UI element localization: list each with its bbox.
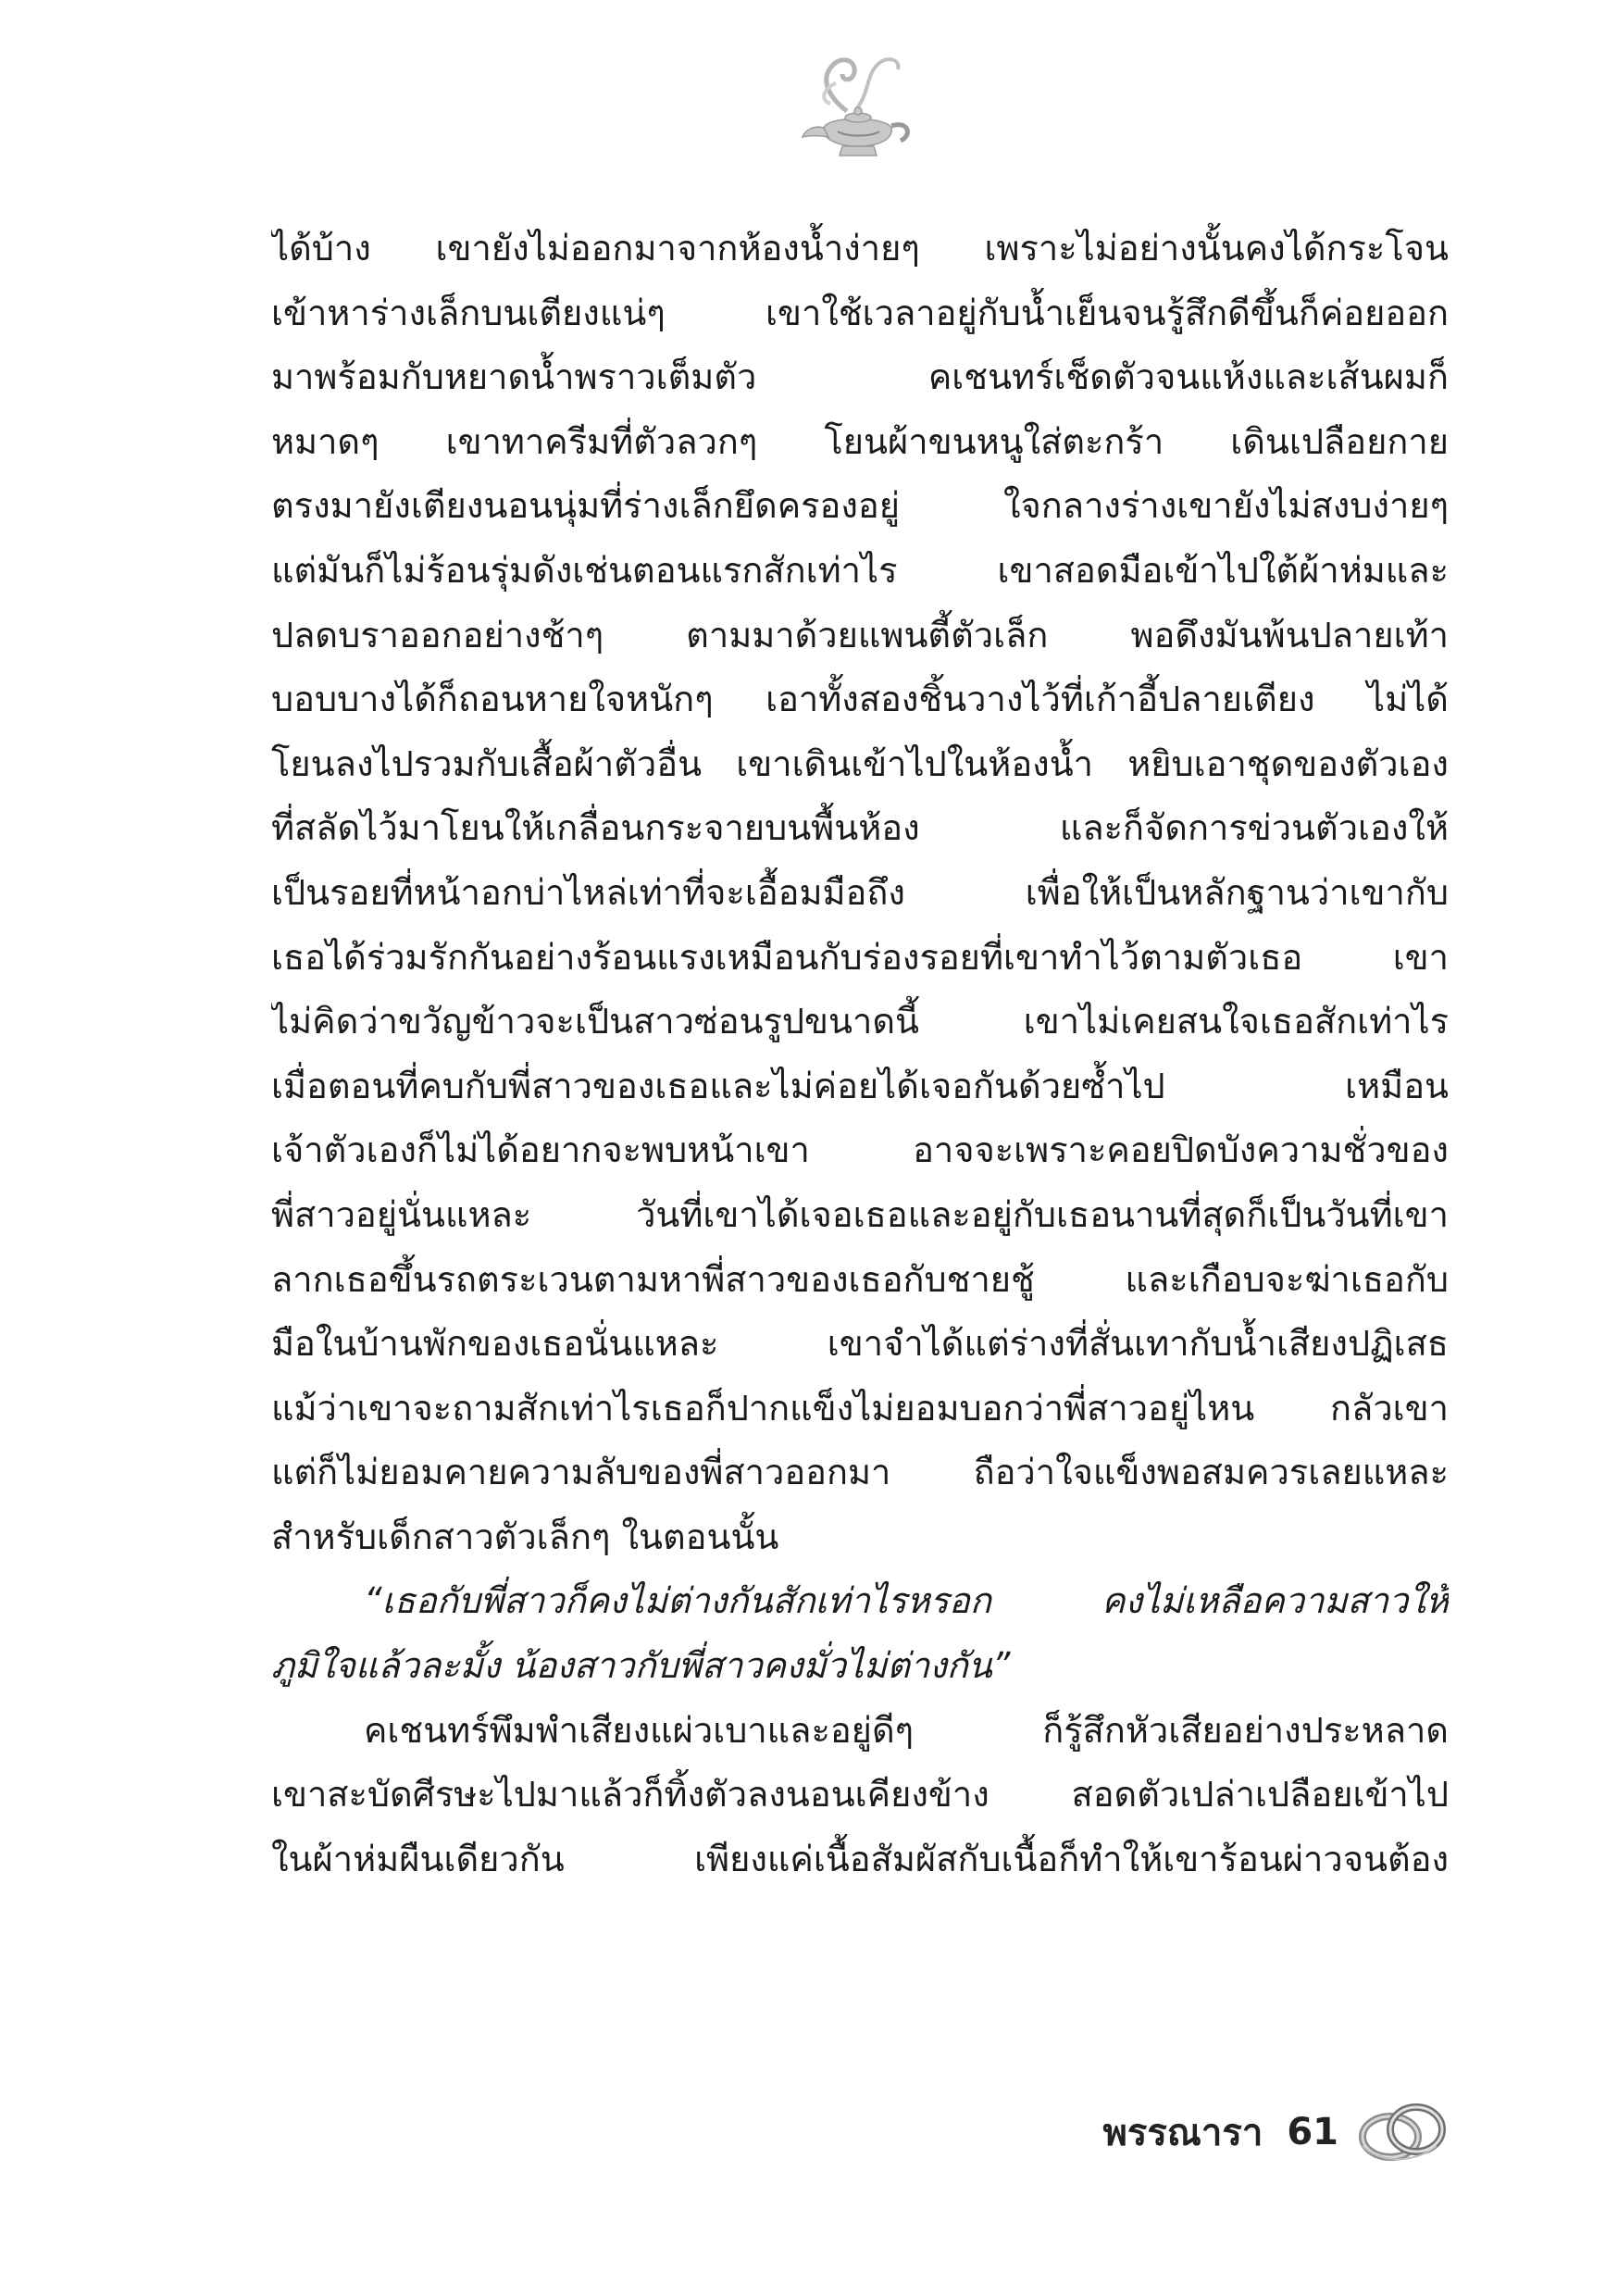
quote-paragraph <box>271 1569 1449 1698</box>
page-footer <box>1102 2090 1453 2174</box>
quote-line: ภูมิใจแล้วละมั้ง น้องสาวกับพี่สาวคงมั่วไม่ต่างกัน” <box>271 1645 1011 1687</box>
text-line: บอบบางได้ก็ถอนหายใจหนักๆ เอาทั้งสองชิ้นวางไว้ที่เก้าอี้ปลายเตียง ไม่ได้ <box>271 679 1449 720</box>
page-number: 61 <box>1287 2111 1338 2153</box>
text-line: พี่สาวอยู่นั่นแหละ วันที่เขาได้เจอเธอและอยู่กับเธอนานที่สุดก็เป็นวันที่เขา <box>271 1193 1449 1235</box>
text-line: ในผ้าห่มผืนเดียวกัน เพียงแค่เนื้อสัมผัสกับเนื้อก็ทำให้เขาร้อนผ่าวจนต้อง <box>271 1838 1449 1879</box>
text-line: ตรงมายังเตียงนอนนุ่มที่ร่างเล็กยึดครองอยู่ ใจกลางร่างเขายังไม่สงบง่ายๆ <box>271 485 1449 527</box>
text-line: เจ้าตัวเองก็ไม่ได้อยากจะพบหน้าเขา อาจจะเพราะคอยปิดบังความชั่วของ <box>271 1129 1449 1171</box>
text-line: สำหรับเด็กสาวตัวเล็กๆ ในตอนนั้น <box>271 1516 779 1557</box>
text-line: แต่มันก็ไม่ร้อนรุ่มดังเช่นตอนแรกสักเท่าไร เขาสอดมือเข้าไปใต้ผ้าห่มและ <box>271 549 1449 591</box>
text-line: เมื่อตอนที่คบกับพี่สาวของเธอและไม่ค่อยได้เจอกันด้วยซ้ำไป เหมือน <box>271 1065 1449 1106</box>
text-line: เข้าหาร่างเล็กบนเตียงแน่ๆ เขาใช้เวลาอยู่กับน้ำเย็นจนรู้สึกดีขึ้นก็ค่อยออก <box>271 292 1449 333</box>
paragraph <box>271 1699 1449 1892</box>
text-line: ได้บ้าง เขายังไม่ออกมาจากห้องน้ำง่ายๆ เพราะไม่อย่างนั้นคงได้กระโจน <box>271 228 1449 268</box>
text-line: เป็นรอยที่หน้าอกบ่าไหล่เท่าที่จะเอื้อมมือถึง เพื่อให้เป็นหลักฐานว่าเขากับ <box>271 871 1449 913</box>
book-title: พรรณารา <box>1102 2112 1263 2154</box>
text-line: เขาสะบัดศีรษะไปมาแล้วก็ทิ้งตัวลงนอนเคียงข้าง สอดตัวเปล่าเปลือยเข้าไป <box>271 1774 1449 1816</box>
wedding-rings-icon <box>1351 2090 1453 2174</box>
text-line: เธอได้ร่วมรักกันอย่างร้อนแรงเหมือนกับร่องรอยที่เขาทำไว้ตามตัวเธอ เขา <box>271 936 1449 978</box>
text-line: ไม่คิดว่าขวัญข้าวจะเป็นสาวซ่อนรูปขนาดนี้ เขาไม่เคยสนใจเธอสักเท่าไร <box>271 1001 1449 1042</box>
paragraph <box>271 217 1449 1569</box>
text-line: ที่สลัดไว้มาโยนให้เกลื่อนกระจายบนพื้นห้อง และก็จัดการข่วนตัวเองให้ <box>271 807 1449 849</box>
genie-lamp-ornament-icon <box>791 46 926 162</box>
text-line: โยนลงไปรวมกับเสื้อผ้าตัวอื่น เขาเดินเข้าไปในห้องน้ำ หยิบเอาชุดของตัวเอง <box>271 742 1449 784</box>
text-line: แม้ว่าเขาจะถามสักเท่าไรเธอก็ปากแข็งไม่ยอมบอกว่าพี่สาวอยู่ไหน กลัวเขา <box>271 1387 1449 1429</box>
text-line: แต่ก็ไม่ยอมคายความลับของพี่สาวออกมา ถือว่าใจแข็งพอสมควรเลยแหละ <box>271 1452 1449 1493</box>
text-line: หมาดๆ เขาทาครีมที่ตัวลวกๆ โยนผ้าขนหนูใส่ตะกร้า เดินเปลือยกาย <box>271 420 1449 462</box>
text-line: มือในบ้านพักของเธอนั่นแหละ เขาจำได้แต่ร่างที่สั่นเทากับน้ำเสียงปฏิเสธ <box>271 1323 1449 1365</box>
text-line: ลากเธอขึ้นรถตระเวนตามหาพี่สาวของเธอกับชายชู้ และเกือบจะฆ่าเธอกับ <box>271 1258 1449 1300</box>
page-body <box>271 217 1449 1891</box>
quote-line: “เธอกับพี่สาวก็คงไม่ต่างกันสักเท่าไรหรอก คงไม่เหลือความสาวให้ <box>364 1580 1449 1622</box>
text-line: ปลดบราออกอย่างช้าๆ ตามมาด้วยแพนตี้ตัวเล็ก พอดึงมันพ้นปลายเท้า <box>271 614 1449 655</box>
text-line: มาพร้อมกับหยาดน้ำพราวเต็มตัว คเชนทร์เช็ดตัวจนแห้งและเส้นผมก็ <box>271 356 1449 398</box>
text-line: คเชนทร์พึมพำเสียงแผ่วเบาและอยู่ดีๆ ก็รู้สึกหัวเสียอย่างประหลาด <box>364 1709 1449 1751</box>
